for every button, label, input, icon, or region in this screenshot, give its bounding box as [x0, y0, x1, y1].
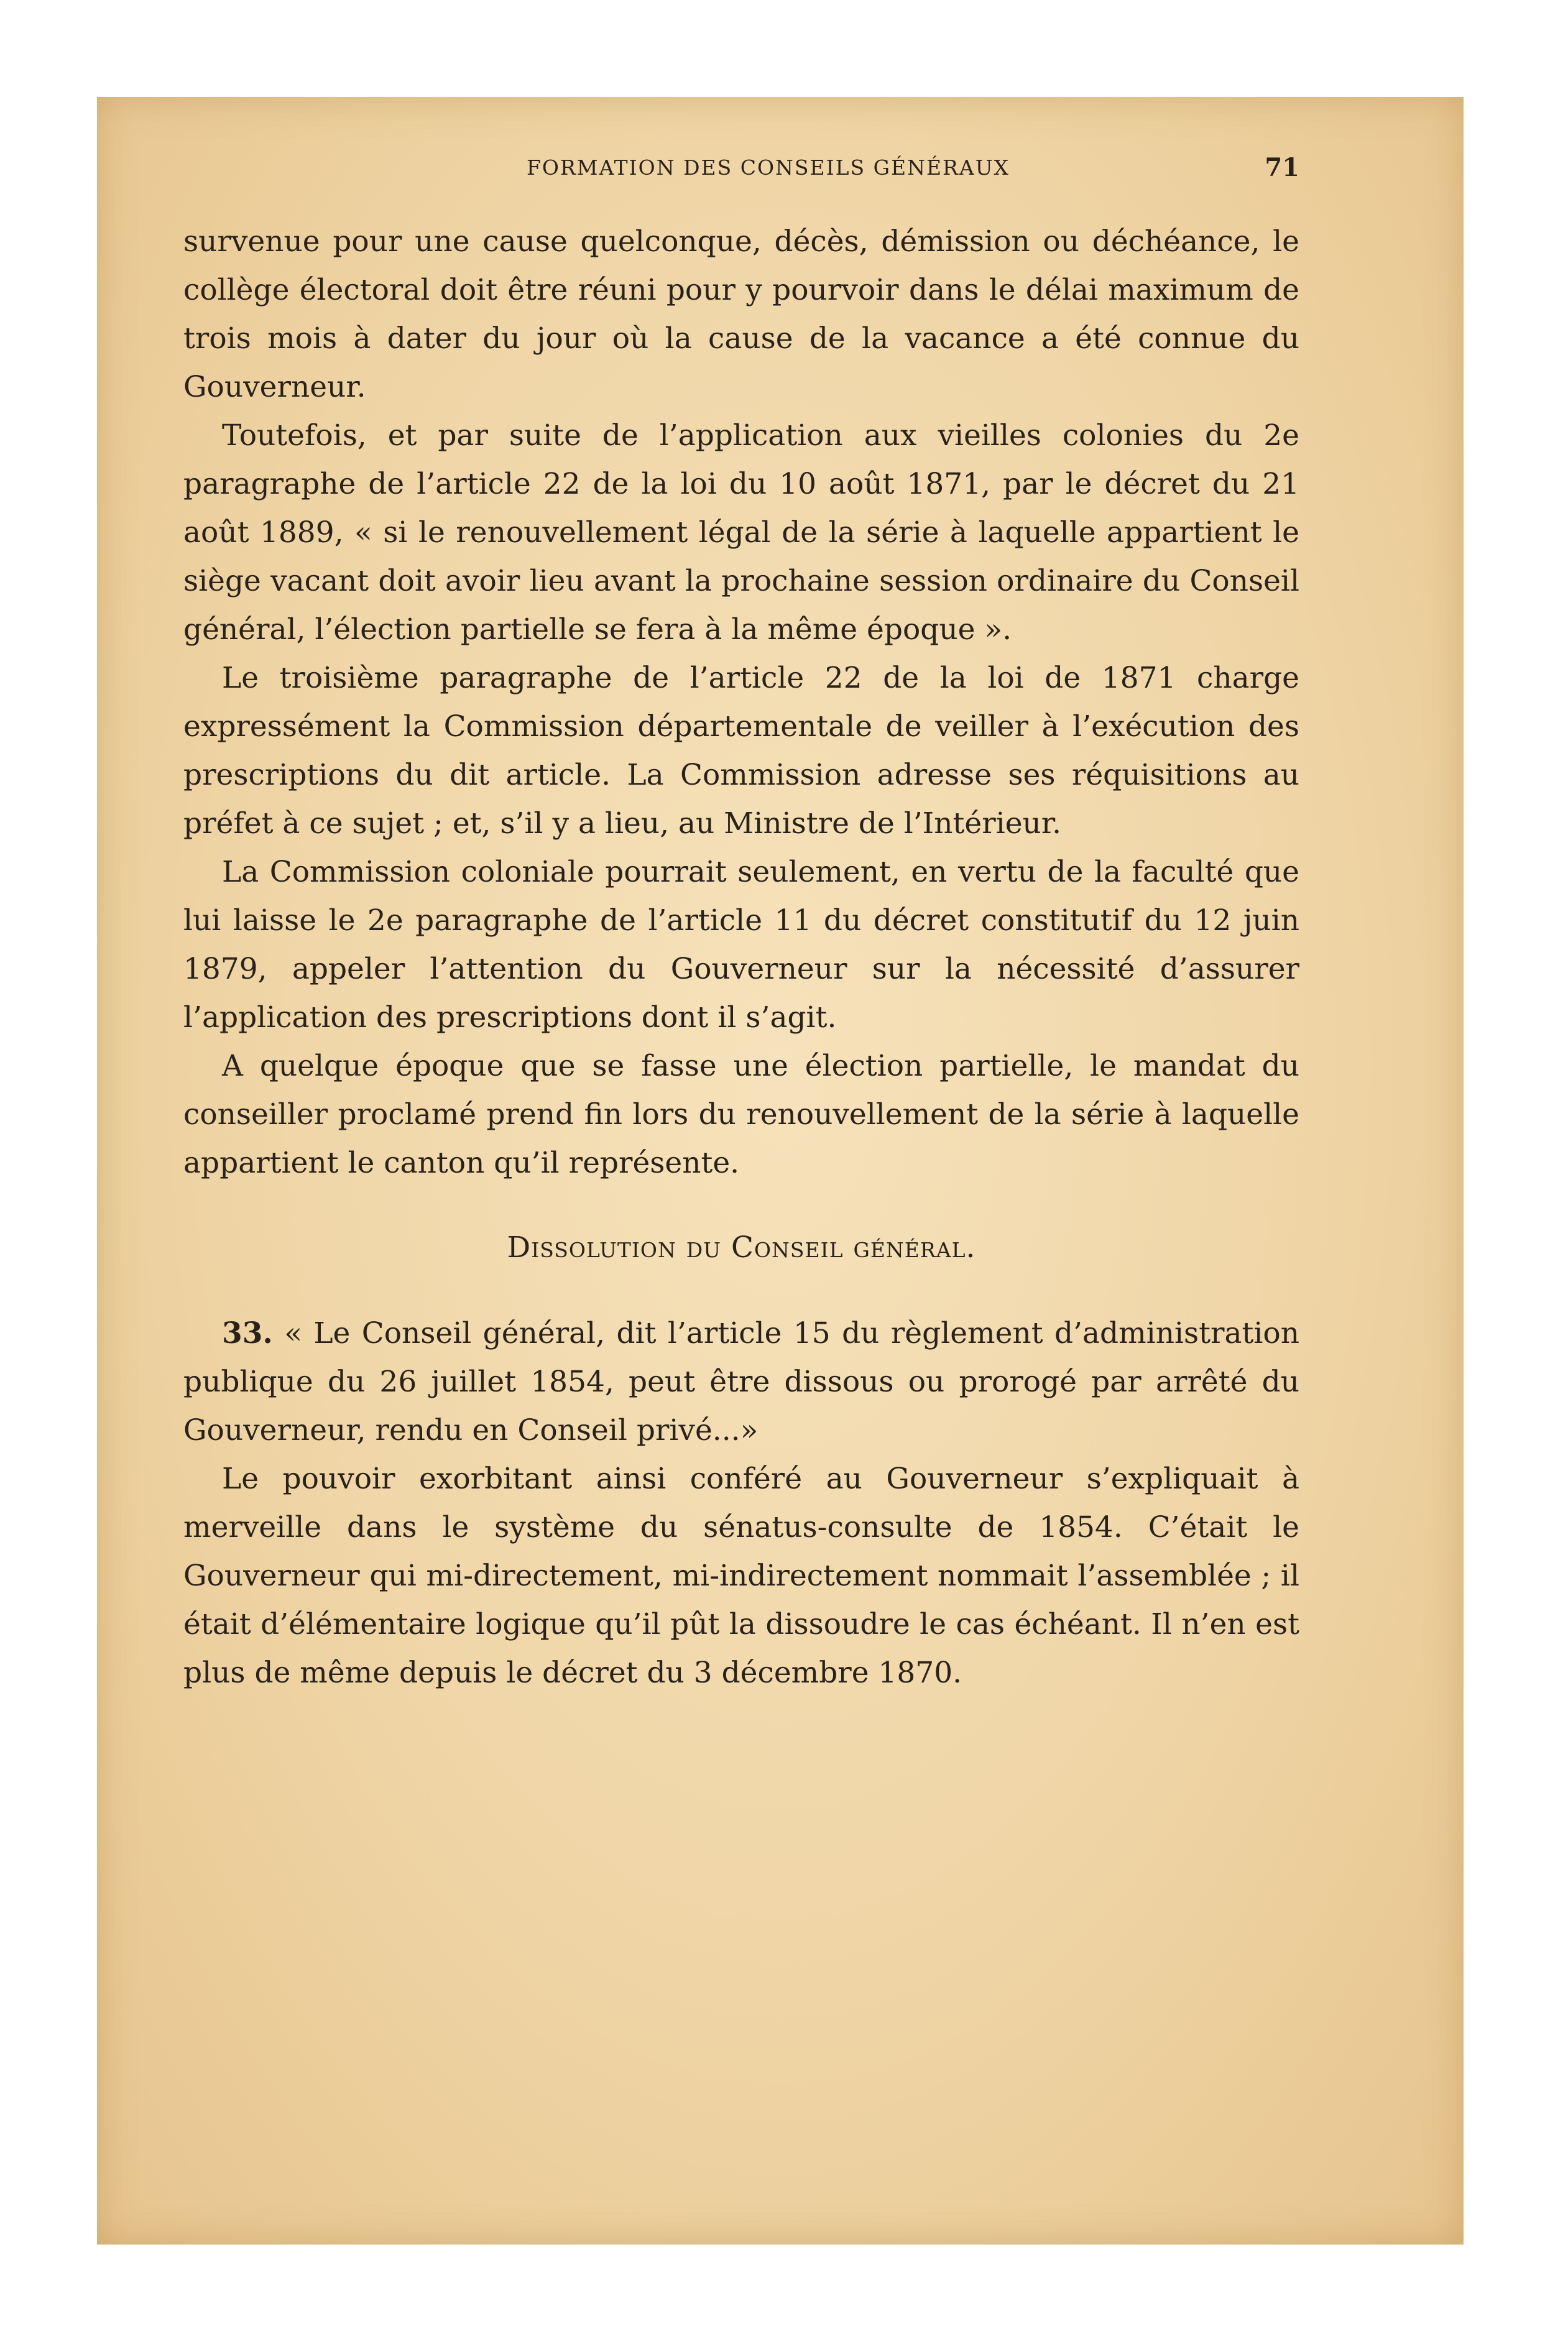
- paragraph: Le troisième paragraphe de l’article 22 de la loi de 1871 charge expressément la Commission départementale de veiller à l’exécution des prescriptions du dit article. La Commission adresse ses réquisitions au préfet à ce sujet ; et, s’il y a lieu, au Ministre de l’Intérieur.: [183, 661, 1299, 841]
- page-number: 71: [1265, 153, 1299, 182]
- section-number: 33.: [222, 1316, 273, 1350]
- page-header: [183, 149, 1299, 193]
- section-heading: Dissolution du Conseil général.: [507, 1230, 976, 1265]
- paragraph: Toutefois, et par suite de l’application aux vieilles colonies du 2e paragraphe de l’article 22 de la loi du 10 août 1871, par le décret du 21 août 1889, « si le renouvellement légal de la série à laquelle appartient le siège vacant doit avoir lieu avant la prochaine session ordinaire du Conseil général, l’élection partielle se fera à la même époque ».: [183, 418, 1299, 647]
- page-body: [183, 218, 1299, 1697]
- running-title: FORMATION DES CONSEILS GÉNÉRAUX: [527, 155, 1010, 180]
- paragraph-continuation: survenue pour une cause quelconque, décès, démission ou déchéance, le collège électoral doit être réuni pour y pourvoir dans le délai maximum de trois mois à dater du jour où la cause de la vacance a été connue du Gouverneur.: [183, 224, 1299, 404]
- section-first-paragraph: [183, 1309, 1299, 1455]
- paragraph: Le pouvoir exorbitant ainsi conféré au Gouverneur s’expliquait à merveille dans le système du sénatus-consulte de 1854. C’était le Gouverneur qui mi-directement, mi-indirectement nommait l’assemblée ; il était d’élémentaire logique qu’il pût la dissoudre le cas échéant. Il n’en est plus de même depuis le décret du 3 décembre 1870.: [183, 1462, 1299, 1690]
- paragraph: A quelque époque que se fasse une élection partielle, le mandat du conseiller proclamé prend fin lors du renouvellement de la série à laquelle appartient le canton qu’il représente.: [183, 1049, 1299, 1180]
- section-paragraph-text: « Le Conseil général, dit l’article 15 du règlement d’administration publique du 26 juillet 1854, peut être dissous ou prorogé par arrêté du Gouverneur, rendu en Conseil privé...»: [183, 1316, 1299, 1447]
- paragraph: La Commission coloniale pourrait seulement, en vertu de la faculté que lui laisse le 2e paragraphe de l’article 11 du décret constitutif du 12 juin 1879, appeler l’attention du Gouverneur sur la nécessité d’assurer l’application des prescriptions dont il s’agit.: [183, 855, 1299, 1035]
